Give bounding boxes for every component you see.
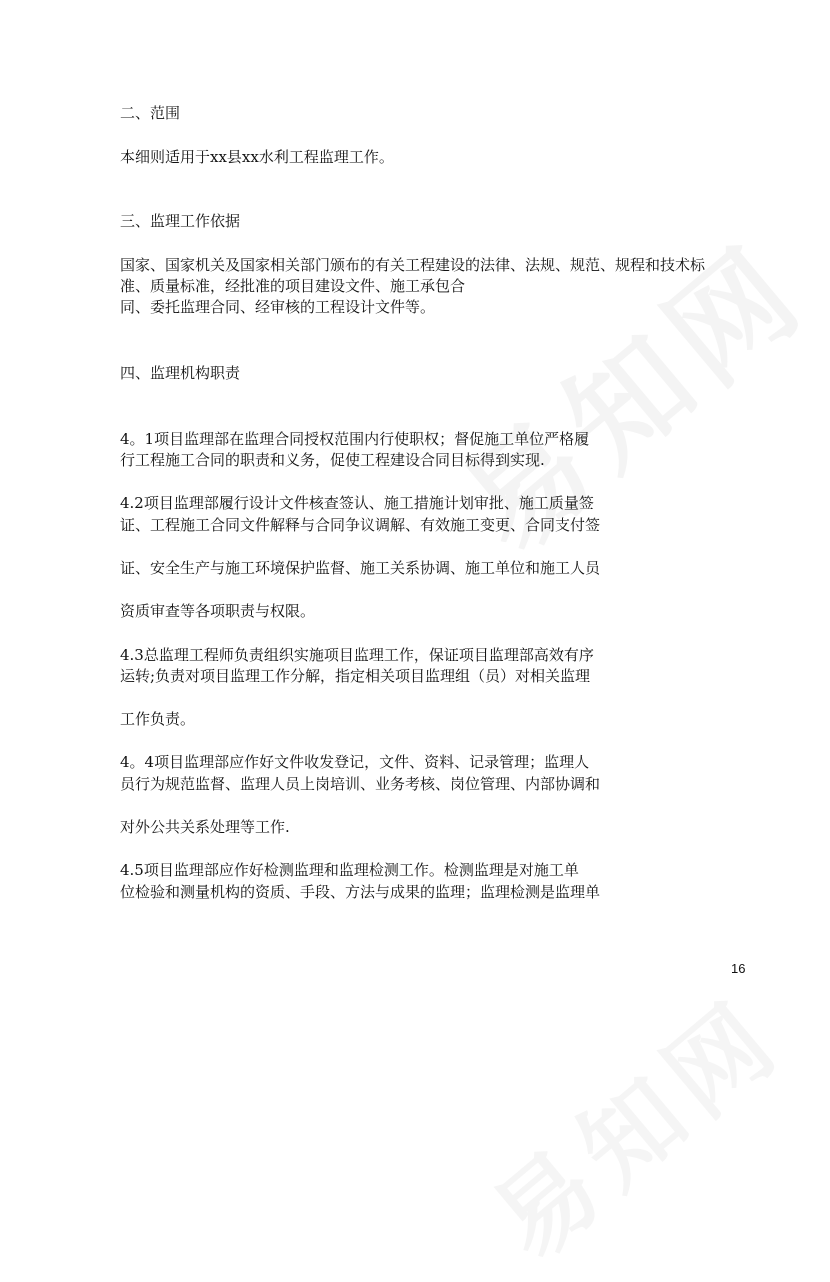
section-heading-duties: 四、监理机构职责 (120, 364, 241, 382)
duty-4-5-line-2: 位检验和测量机构的资质、手段、方法与成果的监理；监理检测是监理单 (120, 883, 601, 901)
duty-4-4-line-3: 对外公共关系处理等工作. (120, 818, 290, 836)
basis-line-1: 国家、国家机关及国家相关部门颁布的有关工程建设的法律、法规、规范、规程和技术标 (120, 256, 706, 274)
duty-4-1-line-2: 行工程施工合同的职责和义务，促使工程建设合同目标得到实现. (120, 451, 545, 469)
duty-4-3-line-2: 运转;负责对项目监理工作分解，指定相关项目监理组（员）对相关监理 (120, 667, 591, 685)
basis-line-3: 同、委托监理合同、经审核的工程设计文件等。 (120, 298, 436, 316)
duty-4-2-line-3: 证、安全生产与施工环境保护监督、施工关系协调、施工单位和施工人员 (120, 559, 601, 577)
duty-4-5-line-1: 4.5项目监理部应作好检测监理和监理检测工作。检测监理是对施工单 (120, 861, 579, 879)
duty-4-2-line-4: 资质审查等各项职责与权限。 (120, 602, 316, 620)
page-number: 16 (731, 961, 746, 976)
duty-4-4-line-2: 员行为规范监督、监理人员上岗培训、业务考核、岗位管理、内部协调和 (120, 775, 601, 793)
duty-4-1-line-1: 4。1项目监理部在监理合同授权范围内行使职权；督促施工单位严格履 (120, 430, 590, 448)
duty-4-2-line-1: 4.2项目监理部履行设计文件核查签认、施工措施计划审批、施工质量签 (120, 494, 594, 512)
scope-paragraph: 本细则适用于xx县xx水利工程监理工作。 (120, 148, 394, 166)
duty-4-3-line-1: 4.3总监理工程师负责组织实施项目监理工作，保证项目监理部高效有序 (120, 646, 594, 664)
section-heading-scope: 二、范围 (120, 104, 181, 122)
duty-4-4-line-1: 4。4项目监理部应作好文件收发登记，文件、资料、记录管理；监理人 (120, 753, 590, 771)
duty-4-2-line-2: 证、工程施工合同文件解释与合同争议调解、有效施工变更、合同支付签 (120, 516, 601, 534)
duty-4-3-line-3: 工作负责。 (120, 710, 196, 728)
section-heading-basis: 三、监理工作依据 (120, 212, 241, 230)
basis-line-2: 准、质量标准，经批准的项目建设文件、施工承包合 (120, 277, 466, 295)
watermark-lower (477, 984, 799, 1277)
